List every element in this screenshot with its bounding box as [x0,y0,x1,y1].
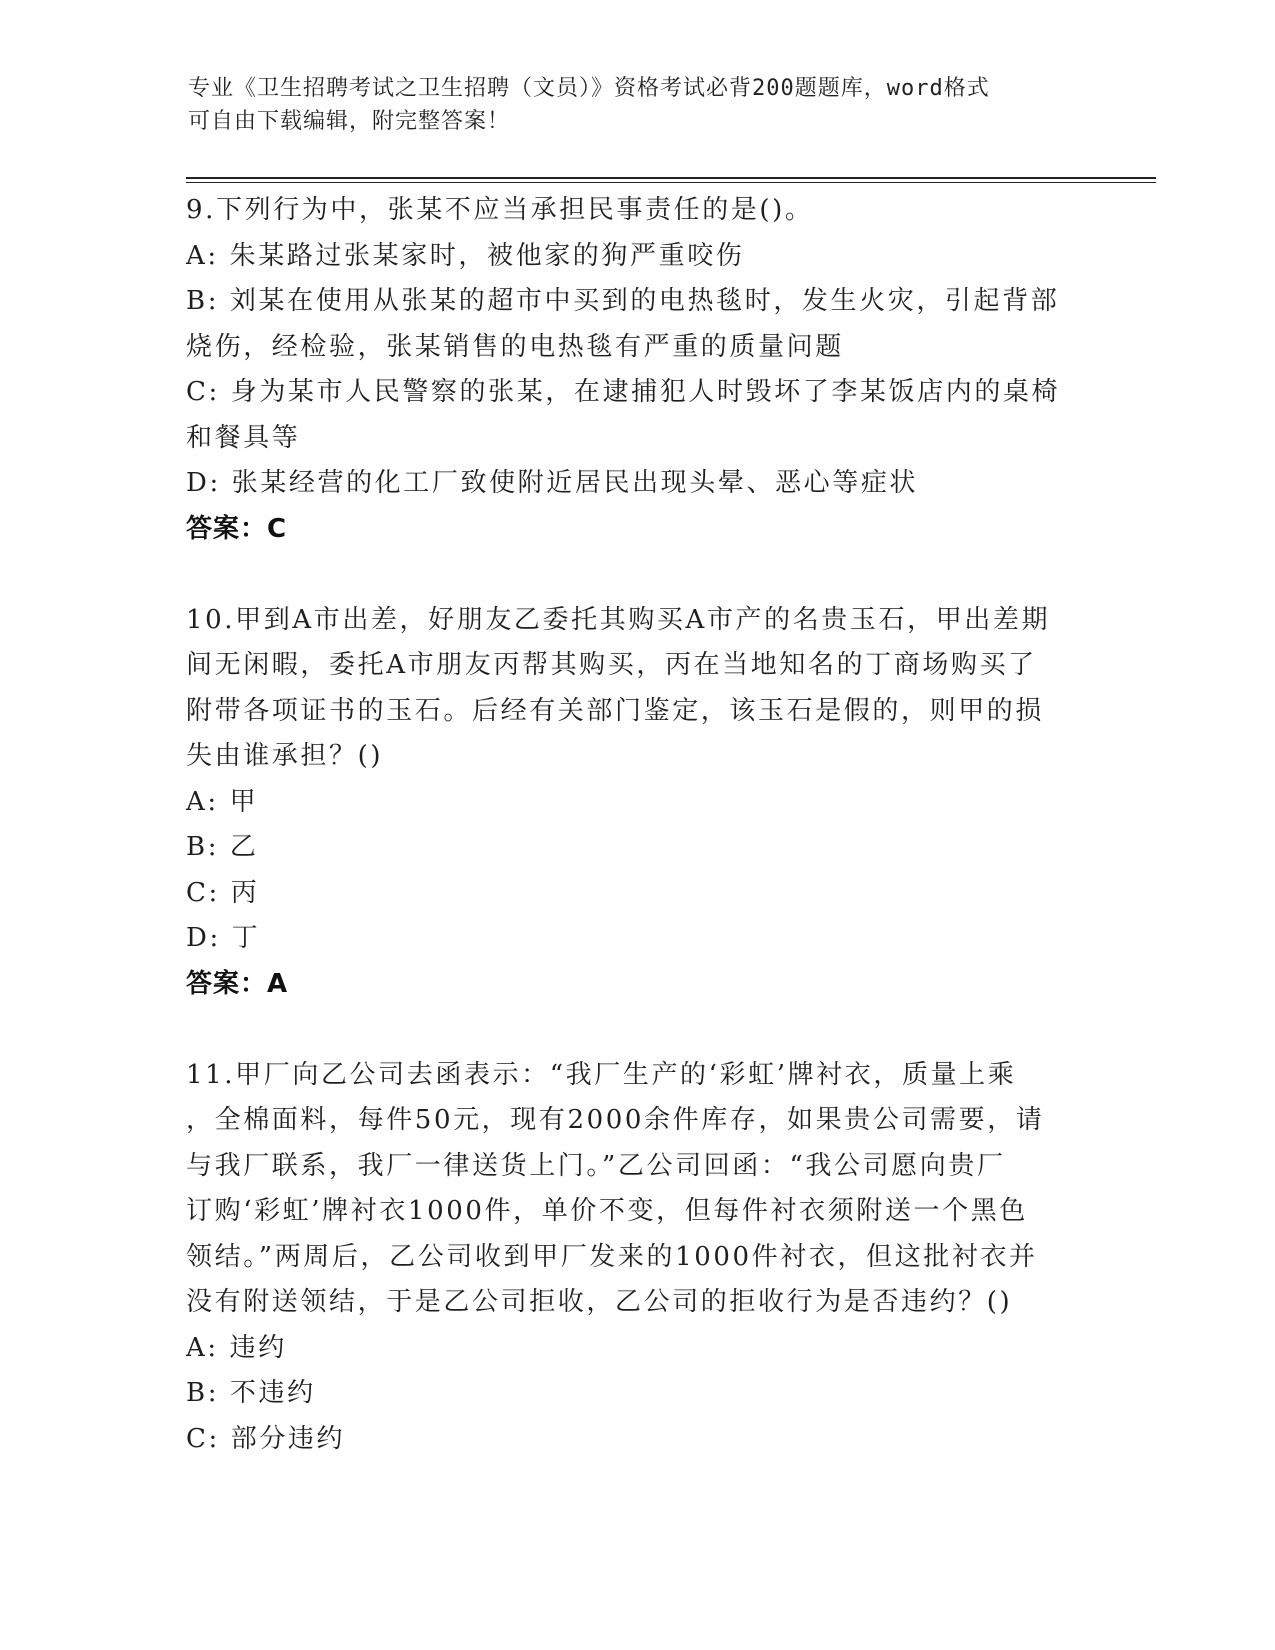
question-stem: 10.甲到A市出差，好朋友乙委托其购买A市产的名贵玉石，甲出差期 [186,604,1051,635]
option-a: A: 朱某路过张某家时，被他家的狗严重咬伤 [186,240,745,271]
question-stem-continued: 附带各项证书的玉石。后经有关部门鉴定，该玉石是假的，则甲的损 [186,695,1045,726]
question-stem-continued: 与我厂联系，我厂一律送货上门。”乙公司回函：“我公司愿向贵厂 [186,1150,1006,1181]
option-b: B: 刘某在使用从张某的超市中买到的电热毯时，发生火灾，引起背部 [186,286,1060,316]
option-c: C: 身为某市人民警察的张某，在逮捕犯人时毁坏了李某饭店内的桌椅 [186,377,1061,407]
option-b: B: 不违约 [186,1378,316,1408]
option-a: A: 违约 [186,1332,287,1363]
option-b: B: 乙 [186,832,259,862]
document-header [188,72,1068,138]
spacer [186,552,1086,598]
header-line-1: 专业《卫生招聘考试之卫生招聘（文员）》资格考试必背200题题库，word格式 [188,76,990,101]
spacer [186,1007,1086,1053]
question-stem-continued: 订购‘彩虹’牌衬衣1000件，单价不变，但每件衬衣须附送一个黑色 [186,1196,1028,1226]
question-stem-continued: ，全棉面料，每件50元，现有2000余件库存，如果贵公司需要，请 [186,1105,1045,1135]
question-stem-continued: 没有附送领结，于是乙公司拒收，乙公司的拒收行为是否违约？() [186,1287,1013,1317]
option-b-continued: 烧伤，经检验，张某销售的电热毯有严重的质量问题 [186,331,844,362]
header-line-2: 可自由下载编辑，附完整答案！ [188,109,511,134]
option-c: C: 丙 [186,877,260,908]
question-stem: 9.下列行为中，张某不应当承担民事责任的是()。 [186,195,814,225]
question-list [186,188,1086,1462]
option-d: D: 丁 [186,923,261,953]
option-a: A: 甲 [186,786,259,817]
question-stem-continued: 领结。”两周后，乙公司收到甲厂发来的1000件衬衣，但这批衬衣并 [186,1241,1038,1272]
question-11 [186,1053,1086,1463]
question-stem: 11.甲厂向乙公司去函表示：“我厂生产的‘彩虹’牌衬衣，质量上乘 [186,1059,1017,1090]
question-stem-continued: 失由谁承担？() [186,741,384,771]
header-rule-thick [186,177,1156,179]
option-c: C: 部分违约 [186,1423,346,1454]
option-c-continued: 和餐具等 [186,422,301,453]
answer-label: 答案：A [186,968,289,999]
question-stem-continued: 间无闲暇，委托A市朋友丙帮其购买，丙在当地知名的丁商场购买了 [186,650,1037,680]
question-10 [186,598,1086,1008]
question-9 [186,188,1086,552]
option-d: D: 张某经营的化工厂致使附近居民出现头晕、恶心等症状 [186,468,919,498]
answer-label: 答案：C [186,513,288,544]
header-rule-thin [186,182,1156,183]
